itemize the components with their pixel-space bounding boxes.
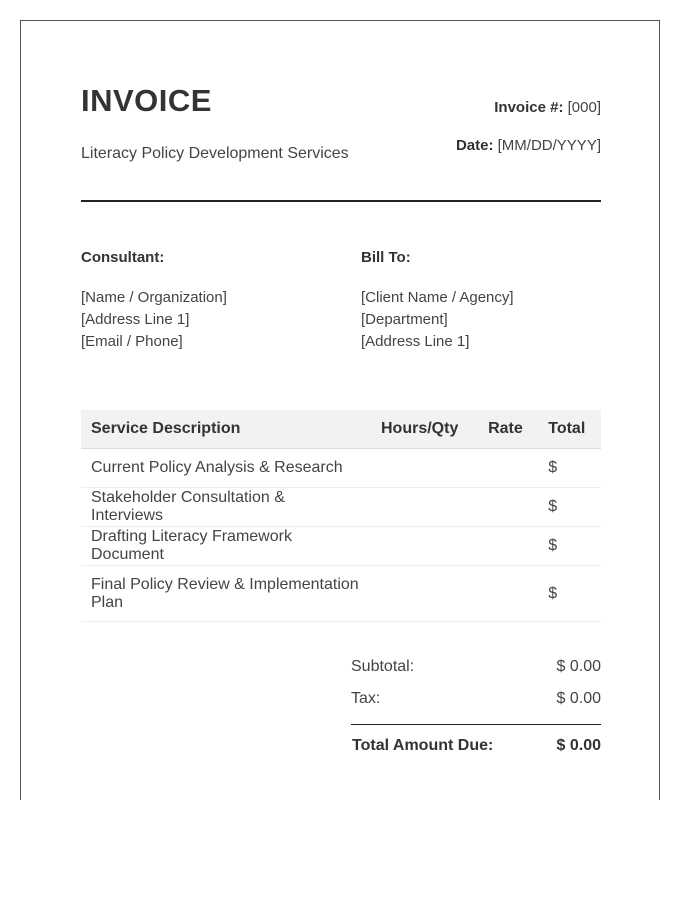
tax-label: Tax: [351, 690, 381, 707]
rate-cell [478, 566, 538, 622]
consultant-line: [Address Line 1] [81, 311, 190, 328]
service-description-cell: Current Policy Analysis & Research [81, 449, 371, 488]
table-row [81, 449, 601, 488]
invoice-title: INVOICE [81, 83, 212, 118]
services-table [81, 410, 601, 622]
total-cell: $ [538, 488, 601, 527]
rate-cell [478, 449, 538, 488]
column-header-total: Total [538, 410, 601, 449]
table-header-row [81, 410, 601, 449]
total-cell: $ [538, 449, 601, 488]
consultant-block [81, 249, 341, 353]
column-header-description: Service Description [81, 410, 371, 449]
column-header-hours-qty: Hours/Qty [371, 410, 478, 449]
consultant-line: [Email / Phone] [81, 333, 183, 350]
invoice-number-value: [000] [567, 99, 601, 116]
service-description-cell: Final Policy Review & Implementation Plan [81, 566, 371, 622]
invoice-sheet [20, 20, 660, 800]
table-row [81, 527, 601, 566]
invoice-subtitle: Literacy Policy Development Services [81, 145, 349, 162]
bill-to-line: [Department] [361, 311, 448, 328]
subtotal-label: Subtotal: [351, 658, 415, 675]
subtotal-value: $ 0.00 [556, 658, 601, 675]
total-due-label: Total Amount Due: [352, 737, 494, 754]
total-cell: $ [538, 527, 601, 566]
table-row [81, 488, 601, 527]
totals-block [351, 648, 601, 765]
hours-qty-cell [371, 449, 478, 488]
service-description-cell: Stakeholder Consultation & Interviews [81, 488, 371, 527]
invoice-date [456, 137, 601, 154]
table-row [81, 566, 601, 622]
service-description-cell: Drafting Literacy Framework Document [81, 527, 371, 566]
column-header-rate: Rate [478, 410, 538, 449]
hours-qty-cell [371, 488, 478, 527]
invoice-number [494, 99, 601, 116]
invoice-number-label: Invoice #: [494, 99, 564, 116]
total-due-row [351, 725, 601, 765]
total-cell: $ [538, 566, 601, 622]
invoice-date-value: [MM/DD/YYYY] [497, 137, 601, 154]
hours-qty-cell [371, 566, 478, 622]
hours-qty-cell [371, 527, 478, 566]
bill-to-label: Bill To: [361, 249, 411, 266]
consultant-line: [Name / Organization] [81, 289, 227, 306]
subtotal-row [351, 648, 601, 680]
bill-to-line: [Client Name / Agency] [361, 289, 514, 306]
header-divider [81, 200, 601, 202]
bill-to-block [361, 249, 621, 353]
tax-value: $ 0.00 [556, 690, 601, 707]
rate-cell [478, 527, 538, 566]
tax-row [351, 680, 601, 712]
total-due-value: $ 0.00 [556, 737, 601, 754]
invoice-date-label: Date: [455, 137, 494, 154]
consultant-label: Consultant: [81, 249, 165, 266]
bill-to-line: [Address Line 1] [361, 333, 470, 350]
rate-cell [478, 488, 538, 527]
